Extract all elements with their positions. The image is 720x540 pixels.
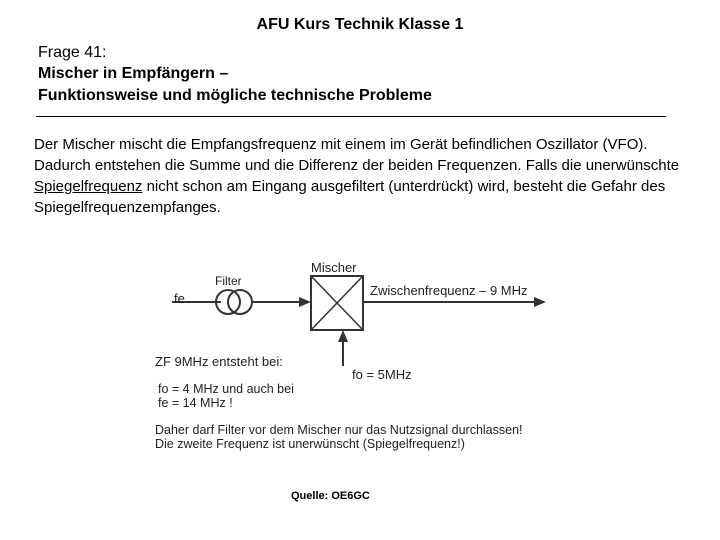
note-heading: ZF 9MHz entsteht bei: [155, 354, 283, 369]
note-case-1: fo = 4 MHz und auch bei [158, 382, 294, 396]
question-topic: Mischer in Empfängern – [38, 65, 229, 82]
image-frequency-term: Spiegelfrequenz [34, 178, 143, 195]
question-subtitle: Funktionsweise und mögliche technische Probleme [38, 87, 432, 104]
note-case-2: fe = 14 MHz ! [158, 396, 233, 410]
conclusion-line-1: Daher darf Filter vor dem Mischer nur das Nutzsignal durchlassen! [155, 423, 523, 437]
mixer-label: Mischer [311, 260, 357, 275]
filter-label: Filter [215, 274, 242, 288]
oscillator-frequency-label: fo = 5MHz [352, 367, 412, 382]
source-credit: Quelle: OE6GC [291, 490, 370, 502]
mixer-input-arrow [299, 297, 311, 307]
oscillator-arrow [338, 330, 348, 342]
output-arrow [534, 297, 546, 307]
intermediate-frequency-label: Zwischenfrequenz – 9 MHz [370, 283, 528, 298]
question-number: Frage 41: [38, 44, 107, 61]
page-title: AFU Kurs Technik Klasse 1 [256, 16, 464, 33]
explanation-text-part1: Der Mischer mischt die Empfangsfrequenz mit einem im Gerät befindlichen Oszillator (VFO). Dadurch entstehen die Summe und die Differenz der beiden Frequenzen. Falls die unerwünschte [34, 136, 680, 174]
input-frequency-label: fe [174, 291, 185, 306]
conclusion-line-2: Die zweite Frequenz ist unerwünscht (Spiegelfrequenz!) [155, 437, 465, 451]
explanation-text-part2: nicht schon am Eingang ausgefiltert (unterdrückt) wird, besteht die Gefahr des Spiegelfrequenzempfanges. [34, 178, 666, 216]
